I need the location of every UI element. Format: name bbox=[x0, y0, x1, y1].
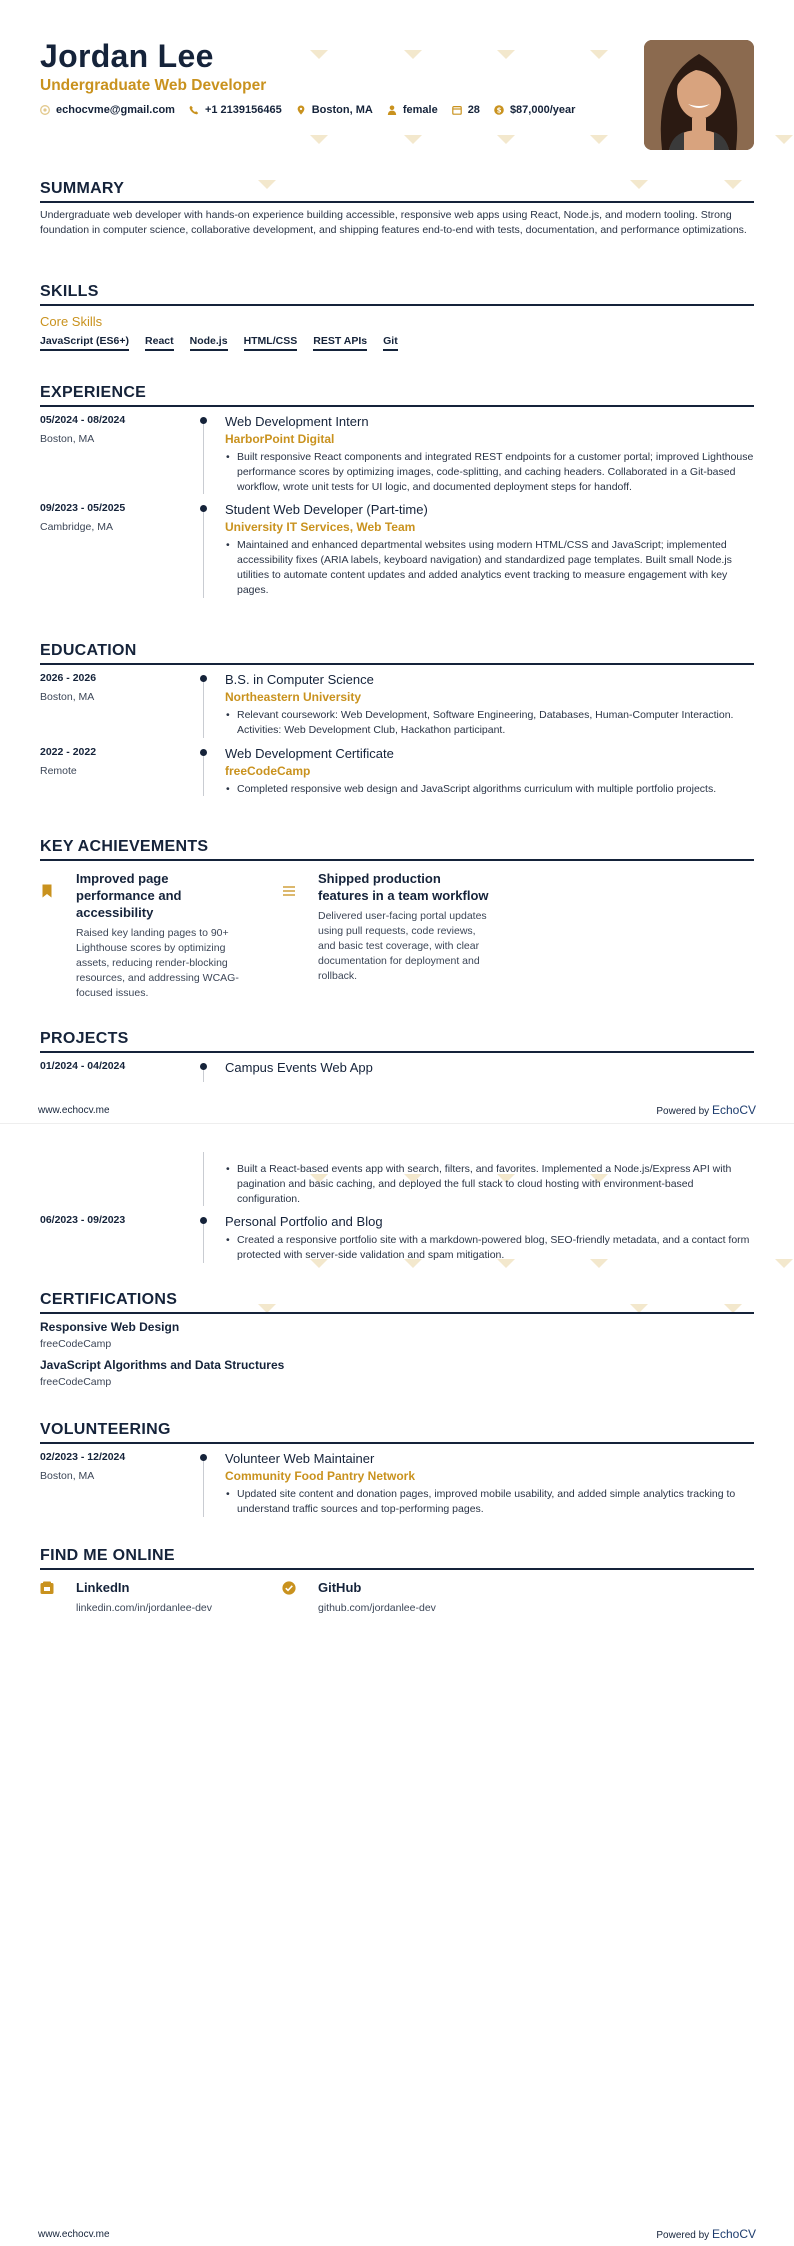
achievement-desc: Delivered user-facing portal updates using pull requests, code reviews, and basic test coverage, with clear documentation for deployment and rollback. bbox=[318, 910, 487, 982]
calendar-icon bbox=[452, 105, 462, 115]
entry-bullet: • Updated site content and donation pages, improved mobile usability, and added simple analytics tracking to understand traffic sources and top-performing pages. bbox=[225, 1487, 754, 1517]
certification-issuer: freeCodeCamp bbox=[40, 1376, 112, 1388]
certification-item bbox=[40, 1358, 754, 1388]
entry-date: 2022 - 2022 bbox=[40, 745, 97, 758]
online-profile-name: LinkedIn bbox=[76, 1580, 130, 1595]
timeline-rail bbox=[203, 750, 204, 797]
timeline-dot bbox=[200, 1217, 207, 1224]
timeline-dot bbox=[200, 417, 207, 424]
timeline-rail bbox=[203, 1218, 204, 1263]
online-profile-github[interactable] bbox=[282, 1580, 522, 1614]
entry-role: Personal Portfolio and Blog bbox=[225, 1214, 383, 1230]
skills-group-label: Core Skills bbox=[40, 314, 103, 329]
entry-date: 2026 - 2026 bbox=[40, 672, 97, 684]
projects-section bbox=[40, 1030, 754, 1082]
achievements-heading: KEY ACHIEVEMENTS bbox=[40, 838, 754, 861]
certifications-heading: CERTIFICATIONS bbox=[40, 1291, 754, 1314]
entry-bullet: • Maintained and enhanced departmental websites using modern HTML/CSS and JavaScript; implemented accessibility fixes (ARIA labels, keyboard navigation) and standardized page templates. Built small Node.js utilities to automate content updates and added analytics event tracking to measure engagement with key pages. bbox=[225, 538, 754, 597]
achievement-desc: Raised key landing pages to 90+ Lighthouse scores by optimizing assets, reducing render-blocking resources, and addressing WCAG-focused issues. bbox=[76, 927, 239, 999]
footer-brand[interactable]: EchoCV bbox=[711, 2227, 756, 2241]
online-profile-linkedin[interactable] bbox=[40, 1580, 280, 1614]
entry-date: 05/2024 - 08/2024 bbox=[40, 414, 126, 426]
contact-phone[interactable]: +1 2139156465 bbox=[189, 104, 282, 116]
entry-location: Boston, MA bbox=[40, 1470, 95, 1482]
skill-tag: React bbox=[145, 335, 174, 351]
location-pin-icon bbox=[296, 105, 306, 115]
achievements-section bbox=[40, 838, 754, 861]
decor-triangle bbox=[497, 135, 515, 144]
footer-powered-by: Powered by EchoCV bbox=[656, 1103, 756, 1117]
projects-continued bbox=[40, 1162, 754, 1263]
timeline-dot bbox=[200, 675, 207, 682]
certifications-section bbox=[40, 1291, 754, 1388]
timeline-rail bbox=[203, 1152, 204, 1206]
entry-role: Campus Events Web App bbox=[225, 1060, 373, 1075]
project-entry bbox=[40, 1060, 754, 1082]
timeline-rail bbox=[203, 418, 204, 494]
achievement-card bbox=[282, 870, 492, 984]
entry-location: Cambridge, MA bbox=[40, 521, 113, 534]
skills-heading: SKILLS bbox=[40, 283, 754, 306]
footer-brand[interactable]: EchoCV bbox=[711, 1103, 756, 1117]
contact-gender: female bbox=[387, 104, 438, 116]
achievement-title: Shipped production features in a team workflow bbox=[318, 871, 489, 903]
entry-role: B.S. in Computer Science bbox=[225, 672, 374, 687]
entry-org: freeCodeCamp bbox=[225, 763, 311, 778]
timeline-dot bbox=[200, 1454, 207, 1461]
projects-heading: PROJECTS bbox=[40, 1030, 754, 1053]
footer-site-link[interactable]: www.echocv.me bbox=[38, 2229, 110, 2240]
certification-issuer: freeCodeCamp bbox=[40, 1338, 112, 1350]
entry-date: 02/2023 - 12/2024 bbox=[40, 1451, 126, 1463]
certification-name: JavaScript Algorithms and Data Structures bbox=[40, 1358, 285, 1372]
skill-tag: JavaScript (ES6+) bbox=[40, 335, 129, 351]
education-entry bbox=[40, 672, 754, 738]
entry-location: Boston, MA bbox=[40, 691, 95, 703]
entry-date: 06/2023 - 09/2023 bbox=[40, 1214, 126, 1227]
contact-age: 28 bbox=[452, 104, 480, 116]
contact-salary: $ $87,000/year bbox=[494, 104, 575, 116]
decor-triangle bbox=[775, 135, 793, 144]
volunteering-heading: VOLUNTEERING bbox=[40, 1421, 754, 1444]
entry-role: Web Development Intern bbox=[225, 414, 369, 429]
entry-bullet: • Built responsive React components and integrated REST endpoints for a customer portal; improved Lighthouse performance scores by optimizing images, code-splitting, and caching headers. Collaborated in a Git-based workflow, wrote unit tests for UI logic, and documented deployment steps for handoff. bbox=[225, 450, 754, 494]
education-section bbox=[40, 642, 754, 796]
profile-photo bbox=[644, 40, 754, 150]
decor-triangle bbox=[775, 1259, 793, 1268]
volunteering-section bbox=[40, 1421, 754, 1517]
education-heading: EDUCATION bbox=[40, 642, 754, 665]
online-profile-url[interactable]: linkedin.com/in/jordanlee-dev bbox=[76, 1602, 212, 1614]
entry-location: Remote bbox=[40, 764, 77, 777]
candidate-name: Jordan Lee bbox=[40, 38, 214, 74]
decor-triangle bbox=[310, 135, 328, 144]
decor-triangle bbox=[404, 135, 422, 144]
timeline-rail bbox=[203, 1455, 204, 1517]
entry-bullet: • Created a responsive portfolio site with a markdown-powered blog, SEO-friendly metadata, and a contact form protected with server-side validation and spam mitigation. bbox=[225, 1233, 754, 1263]
achievement-title: Improved page performance and accessibility bbox=[76, 871, 182, 920]
skill-tag: HTML/CSS bbox=[244, 335, 298, 351]
timeline-dot bbox=[200, 749, 207, 756]
entry-date: 01/2024 - 04/2024 bbox=[40, 1060, 126, 1072]
entry-role: Student Web Developer (Part-time) bbox=[225, 502, 428, 518]
entry-org: University IT Services, Web Team bbox=[225, 520, 416, 535]
contact-email[interactable]: echocvme@gmail.com bbox=[40, 104, 175, 116]
footer-site-link[interactable]: www.echocv.me bbox=[38, 1105, 110, 1116]
education-entry bbox=[40, 746, 754, 797]
linkedin-icon bbox=[40, 1581, 54, 1595]
svg-text:$: $ bbox=[496, 106, 502, 115]
person-icon bbox=[387, 105, 397, 115]
decor-triangle bbox=[590, 135, 608, 144]
online-section bbox=[40, 1547, 754, 1570]
project-entry bbox=[40, 1214, 754, 1263]
summary-section bbox=[40, 180, 754, 238]
entry-org: Northeastern University bbox=[225, 690, 362, 704]
entry-role: Web Development Certificate bbox=[225, 745, 394, 761]
timeline-dot bbox=[200, 1063, 207, 1070]
summary-heading: SUMMARY bbox=[40, 180, 754, 203]
entry-date: 09/2023 - 05/2025 bbox=[40, 502, 126, 515]
entry-bullet: • Built a React-based events app with search, filters, and favorites. Implemented a Node.js/Express API with pagination and basic caching, and deployed the full stack to cloud hosting with environment-based configuration. bbox=[225, 1162, 754, 1206]
entry-location: Boston, MA bbox=[40, 433, 95, 445]
skills-section bbox=[40, 283, 754, 351]
footer-powered-by: Powered by EchoCV bbox=[656, 2227, 756, 2241]
achievement-card bbox=[40, 870, 250, 1001]
timeline-dot bbox=[200, 505, 207, 512]
at-icon bbox=[40, 105, 50, 115]
skill-tag: Git bbox=[383, 335, 398, 351]
experience-entry bbox=[40, 414, 754, 494]
experience-entry bbox=[40, 502, 754, 597]
entry-bullet: • Completed responsive web design and JavaScript algorithms curriculum with multiple portfolio projects. bbox=[225, 782, 754, 797]
entry-org: Community Food Pantry Network bbox=[225, 1469, 416, 1483]
certification-item bbox=[40, 1320, 754, 1350]
experience-heading: EXPERIENCE bbox=[40, 384, 754, 407]
phone-icon bbox=[189, 105, 199, 115]
resume-page-2 bbox=[0, 1123, 794, 2246]
skill-tag: REST APIs bbox=[313, 335, 367, 351]
dollar-icon bbox=[494, 105, 504, 115]
github-icon bbox=[282, 1581, 296, 1595]
online-profile-url[interactable]: github.com/jordanlee-dev bbox=[318, 1602, 436, 1614]
online-profile-name: GitHub bbox=[318, 1580, 362, 1595]
entry-role: Volunteer Web Maintainer bbox=[225, 1451, 375, 1466]
certification-name: Responsive Web Design bbox=[40, 1320, 180, 1334]
entry-org: HarborPoint Digital bbox=[225, 432, 335, 446]
skills-list bbox=[40, 335, 754, 351]
volunteering-entry bbox=[40, 1451, 754, 1517]
candidate-title: Undergraduate Web Developer bbox=[40, 77, 267, 94]
summary-text: Undergraduate web developer with hands-on experience building accessible, responsive web apps using React, Node.js, and modern tooling. Strong foundation in computer science, collaborative development, and shipping features end-to-end with tests, documentation, and performance optimizations. bbox=[40, 209, 747, 236]
timeline-rail bbox=[203, 506, 204, 597]
timeline-rail bbox=[203, 676, 204, 738]
menu-lines-icon bbox=[282, 884, 296, 898]
online-heading: FIND ME ONLINE bbox=[40, 1547, 754, 1570]
entry-bullet: • Relevant coursework: Web Development, Software Engineering, Databases, Human-Computer Interaction. Activities: Web Development Club, Hackathon participant. bbox=[225, 708, 754, 738]
project-entry-continued bbox=[40, 1162, 754, 1206]
contact-location: Boston, MA bbox=[296, 104, 373, 116]
bookmark-icon bbox=[40, 884, 54, 898]
skill-tag: Node.js bbox=[190, 335, 228, 351]
experience-section bbox=[40, 384, 754, 598]
